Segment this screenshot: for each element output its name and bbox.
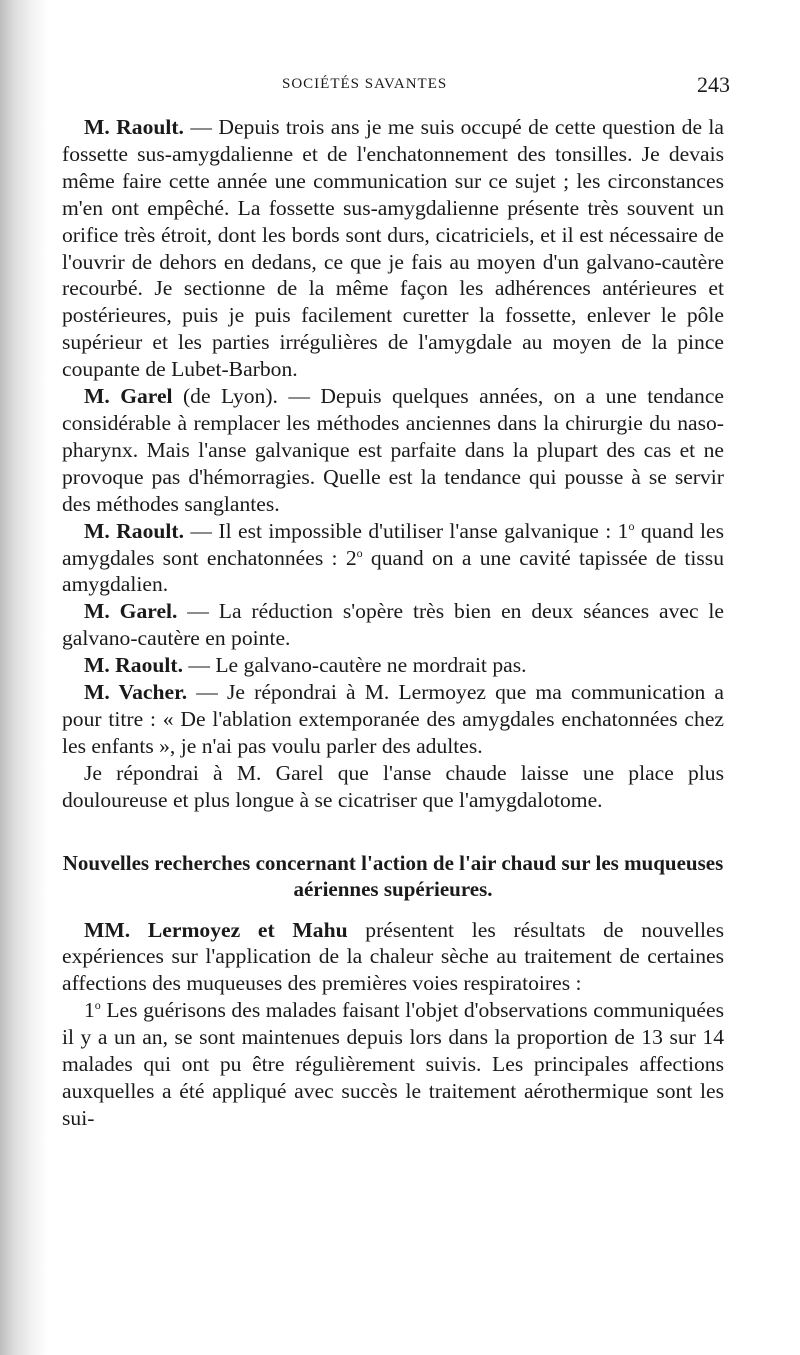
ordinal-mark: o <box>628 518 635 533</box>
paragraph-raoult-1 <box>62 114 724 383</box>
running-head-title: SOCIÉTÉS SAVANTES <box>282 76 448 92</box>
book-spine-shadow <box>0 0 48 1355</box>
section-heading: Nouvelles recherches concernant l'action de l'air chaud sur les muqueuses aériennes supérieures. <box>62 850 724 902</box>
speaker-name: MM. Lermoyez et Mahu <box>84 917 348 942</box>
paragraph-raoult-3 <box>62 652 724 679</box>
paragraph-vacher-2 <box>62 760 724 814</box>
item-number: 1 <box>84 998 95 1023</box>
paragraph-vacher-1 <box>62 679 724 760</box>
speaker-name: M. Garel <box>84 384 173 409</box>
book-page <box>62 68 730 1132</box>
paragraph-item-1 <box>62 997 724 1132</box>
paragraph-text: présentent les résultats de nouvelles expériences sur l'application de la chaleur sèche au traitement de certaines affections des muqueuses des premières voies respiratoires : <box>62 917 724 996</box>
page-body <box>62 114 724 1132</box>
paragraph-lermoyez-mahu <box>62 917 724 998</box>
paragraph-text: (de Lyon). — Depuis quelques années, on a une tendance considérable à remplacer les méthodes anciennes dans la chirurgie du naso-pharynx. Mais l'anse galvanique est parfaite dans la plupart des cas et ne provoque pas d'hémorragies. Quelle est la tendance qui pousse à se servir des méthodes sanglantes. <box>62 384 724 516</box>
paragraph-garel-1 <box>62 383 724 518</box>
speaker-name: M. Vacher. <box>84 680 188 705</box>
paragraph-text: Les guérisons des malades faisant l'objet d'observations communiquées il y a un an, se sont maintenues depuis lors dans la proportion de 13 sur 14 malades qui ont pu être régulièrement suivis. Les principales affections auxquelles a été appliqué avec succès le traitement aérothermique sont les sui- <box>62 998 724 1130</box>
ordinal-mark: o <box>94 998 101 1013</box>
speaker-name: M. Raoult. <box>84 653 183 678</box>
paragraph-text: — La réduction s'opère très bien en deux séances avec le galvano-cautère en pointe. <box>62 599 724 651</box>
paragraph-text: — Le galvano-cautère ne mordrait pas. <box>182 653 527 678</box>
speaker-name: M. Raoult. <box>84 518 184 543</box>
paragraph-text: — Je répondrai à M. Lermoyez que ma communication a pour titre : « De l'ablation extemporanée des amygdales enchatonnées chez les enfants », je n'ai pas voulu parler des adultes. <box>62 680 725 758</box>
ordinal-mark: o <box>356 545 363 560</box>
page-number: 243 <box>697 72 730 97</box>
paragraph-text: — Depuis trois ans je me suis occupé de cette question de la fossette sus-amygdalienne et de l'enchatonnement des tonsilles. Je devais même faire cette année une communication sur ce sujet ; les circonstances m'en ont empêché. La fossette sus-amygdalienne présente très souvent un orifice très étroit, dont les bords sont durs, cicatriciels, et il est nécessaire de l'ouvrir de dehors en dedans, ce que je fais au moyen d'un galvano-cautère recourbé. Je sectionne de la même façon les adhérences antérieures et postérieures, puis je puis facilement curetter la fossette, enlever le pôle supérieur et les parties irrégulières de l'amygdale au moyen de la pince coupante de Lubet-Barbon. <box>62 115 725 382</box>
paragraph-text: quand les amygdales sont enchatonnées : 2 <box>62 518 725 570</box>
paragraph-garel-2 <box>62 598 724 652</box>
running-head <box>62 68 730 102</box>
paragraph-text: quand on a une cavité tapissée de tissu amygdalien. <box>62 545 724 597</box>
paragraph-raoult-2 <box>62 518 724 599</box>
paragraph-text: Je répondrai à M. Garel que l'anse chaude laisse une place plus douloureuse et plus longue à se cicatriser que l'amygdalotome. <box>62 760 724 812</box>
paragraph-text: — Il est impossible d'utiliser l'anse galvanique : 1 <box>183 518 629 543</box>
speaker-name: M. Garel. <box>84 599 178 624</box>
speaker-name: M. Raoult. <box>84 115 184 139</box>
